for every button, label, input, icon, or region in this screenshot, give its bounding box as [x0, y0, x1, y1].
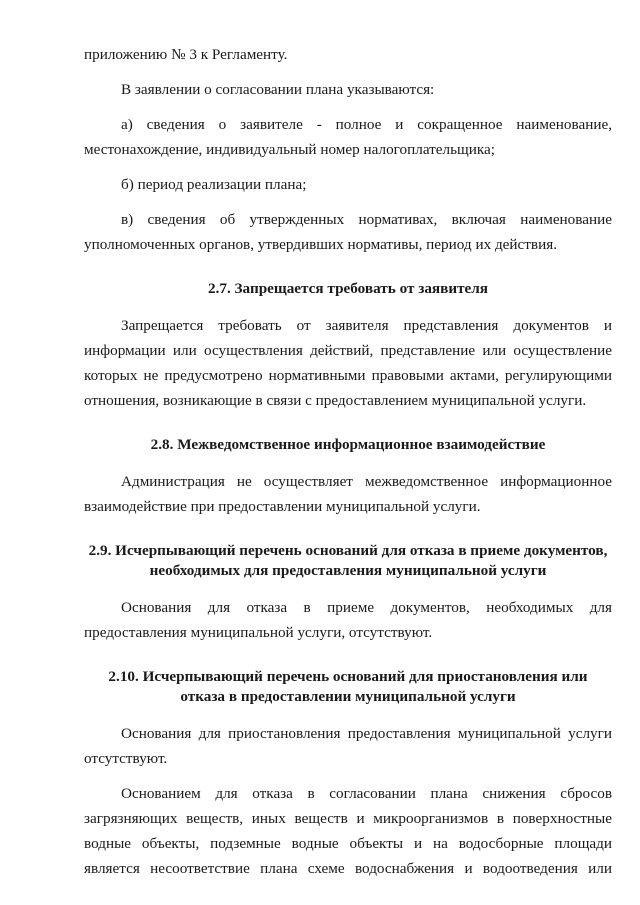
section-2-7-text: Запрещается требовать от заявителя представления документов и информации или осуществления действий, представление или осуществление которых не предусмотрено нормативными правовыми актами, регулирующими отношения, возникающие в связи с предоставлением муниципальной услуги. [84, 317, 612, 409]
section-2-10-heading-line1: 2.10. Исчерпывающий перечень оснований для приостановления или [108, 668, 588, 685]
section-2-9-heading [84, 541, 612, 581]
list-intro: В заявлении о согласовании плана указываются: [121, 81, 435, 98]
intro-line: приложению № 3 к Регламенту. [84, 46, 288, 63]
document-page [84, 42, 612, 881]
section-2-8-text: Администрация не осуществляет межведомственное информационное взаимодействие при предоставлении муниципальной услуги. [84, 473, 612, 515]
list-item-c: в) сведения об утвержденных нормативах, включая наименование уполномоченных органов, утвердивших нормативы, период их действия. [84, 211, 612, 253]
section-2-9-heading-line2: необходимых для предоставления муниципальной услуги [149, 562, 547, 579]
section-2-7-heading: 2.7. Запрещается требовать от заявителя [207, 280, 489, 297]
section-2-10-text-1: Основания для приостановления предоставления муниципальной услуги отсутствуют. [84, 725, 612, 767]
section-2-10-heading [84, 667, 612, 707]
section-2-9-heading-line1: 2.9. Исчерпывающий перечень оснований для отказа в приеме документов, [88, 542, 608, 559]
section-2-8-heading: 2.8. Межведомственное информационное взаимодействие [150, 436, 546, 453]
list-item-b: б) период реализации плана; [121, 176, 307, 193]
list-item-a: а) сведения о заявителе - полное и сокращенное наименование, местонахождение, индивидуальный номер налогоплательщика; [84, 116, 612, 158]
section-2-9-text: Основания для отказа в приеме документов, необходимых для предоставления муниципальной услуги, отсутствуют. [84, 599, 612, 641]
section-2-10-text-2: Основанием для отказа в согласовании плана снижения сбросов загрязняющих веществ, иных веществ и микроорганизмов в поверхностные водные объекты, подземные водные объекты и на водосборные площади является несоответствие плана схеме водоснабжения и водоотведения или [84, 785, 612, 877]
section-2-10-heading-line2: отказа в предоставлении муниципальной услуги [180, 688, 516, 705]
